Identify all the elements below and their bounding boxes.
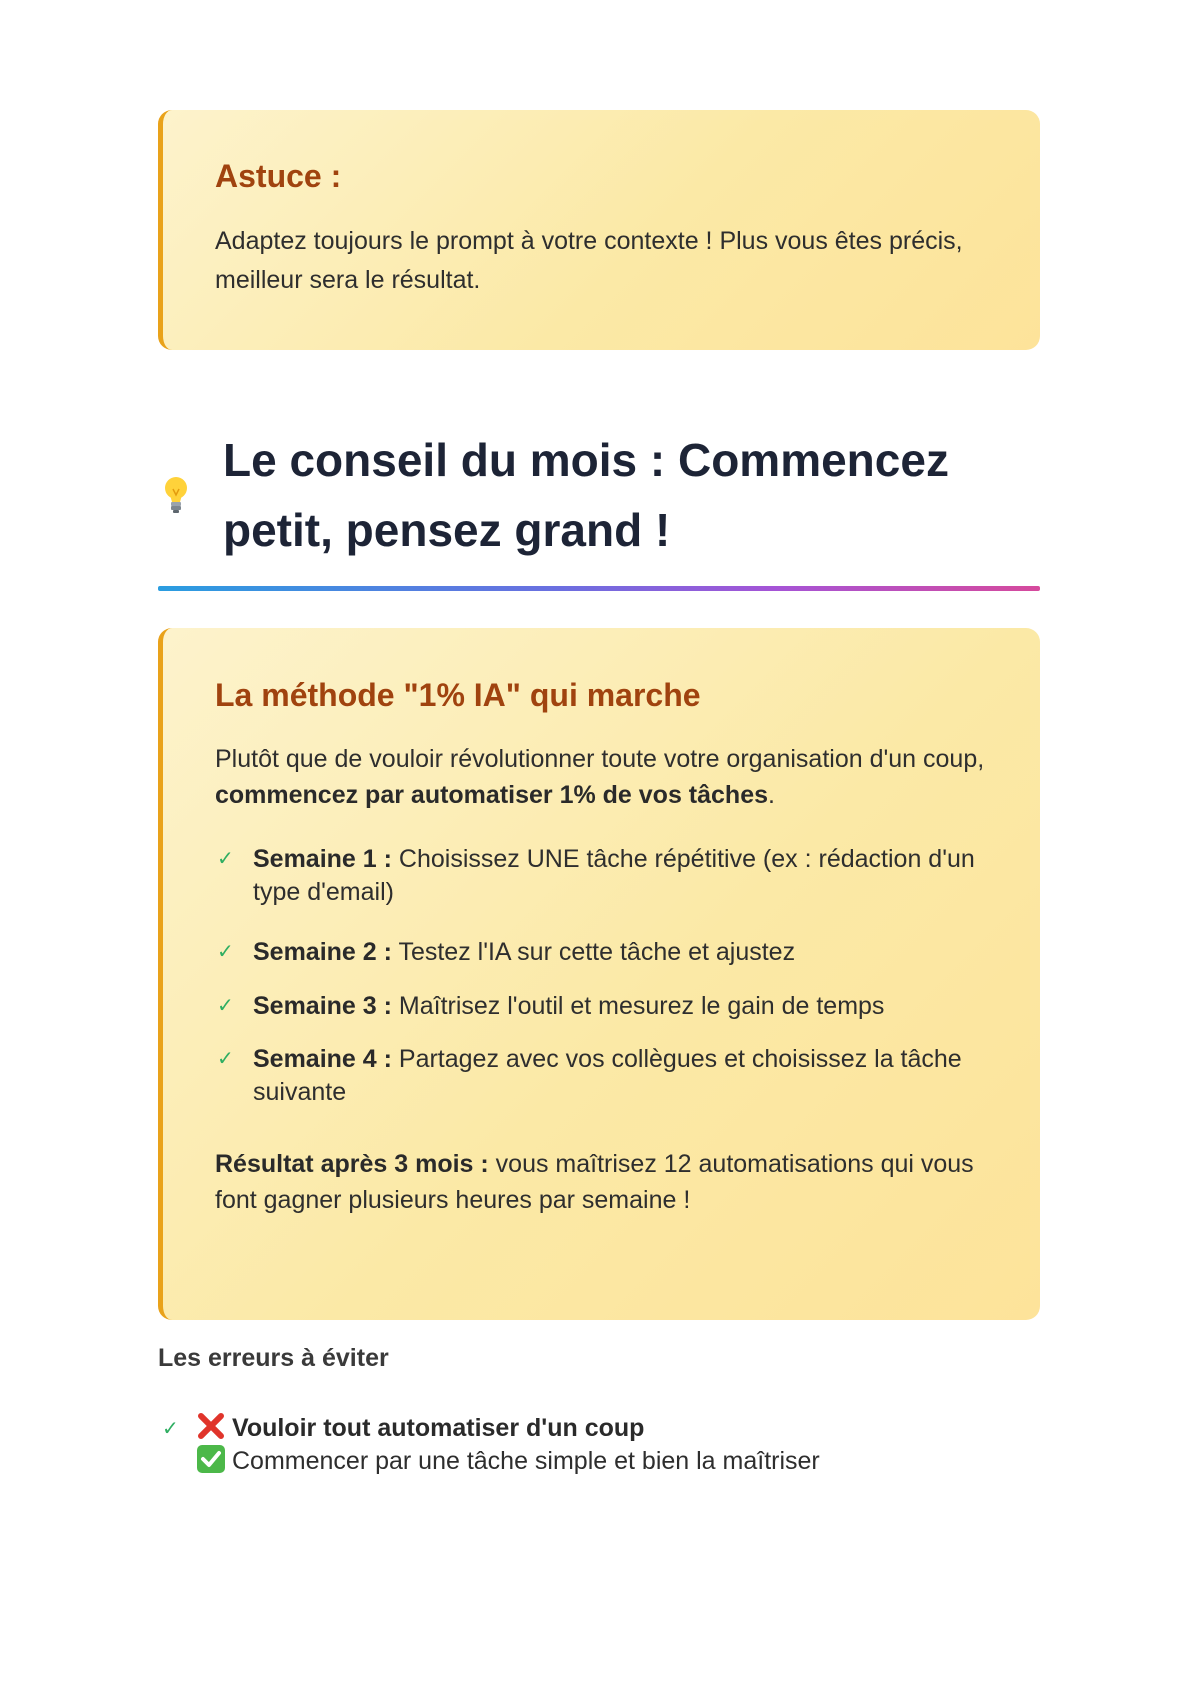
error-wrong-text: Vouloir tout automatiser d'un coup — [232, 1414, 645, 1442]
tip-title: Astuce : — [215, 158, 342, 194]
section-title: Le conseil du mois : Commencez petit, pensez grand ! — [223, 434, 949, 556]
week-text: Testez l'IA sur cette tâche et ajustez — [391, 938, 796, 966]
checkmark-icon — [196, 1444, 226, 1474]
check-icon: ✓ — [217, 1048, 234, 1070]
check-icon: ✓ — [217, 995, 234, 1017]
list-item — [215, 1043, 1005, 1109]
check-icon: ✓ — [162, 1418, 179, 1440]
week-text: Partagez avec vos collègues et choisissez la tâche suivante — [253, 1045, 962, 1106]
result-text: vous maîtrisez 12 automatisations qui vous font gagner plusieurs heures par semaine ! — [215, 1150, 974, 1214]
method-callout — [158, 628, 1040, 1320]
list-item — [215, 843, 1005, 909]
week-text: Choisissez UNE tâche répétitive (ex : rédaction d'un type d'email) — [253, 845, 975, 906]
cross-icon — [196, 1411, 226, 1441]
tip-body: Adaptez toujours le prompt à votre contexte ! Plus vous êtes précis, meilleur sera le résultat. — [215, 227, 963, 294]
week-label: Semaine 3 : — [253, 992, 392, 1020]
check-icon: ✓ — [217, 848, 234, 870]
tip-callout — [158, 110, 1040, 350]
method-intro — [215, 741, 1005, 813]
week-label: Semaine 4 : — [253, 1045, 392, 1073]
check-icon: ✓ — [217, 941, 234, 963]
week-label: Semaine 2 : — [253, 938, 392, 966]
error-wrong-line — [196, 1411, 1036, 1445]
errors-heading: Les erreurs à éviter — [158, 1344, 389, 1372]
intro-text: Plutôt que de vouloir révolutionner toute votre organisation d'un coup, — [215, 745, 985, 773]
intro-end: . — [768, 781, 775, 809]
gradient-divider — [158, 586, 1040, 591]
week-text: Maîtrisez l'outil et mesurez le gain de temps — [391, 992, 885, 1020]
result-label: Résultat après 3 mois : — [215, 1150, 489, 1178]
list-item — [215, 990, 884, 1023]
error-right-text: Commencer par une tâche simple et bien la maîtriser — [232, 1447, 820, 1475]
method-result — [215, 1146, 1005, 1218]
lightbulb-icon — [162, 475, 190, 515]
list-item — [215, 936, 795, 969]
intro-bold: commencez par automatiser 1% de vos tâches — [215, 781, 769, 809]
method-title: La méthode "1% IA" qui marche — [215, 677, 701, 713]
error-right-line — [196, 1444, 1036, 1478]
week-label: Semaine 1 : — [253, 845, 392, 873]
